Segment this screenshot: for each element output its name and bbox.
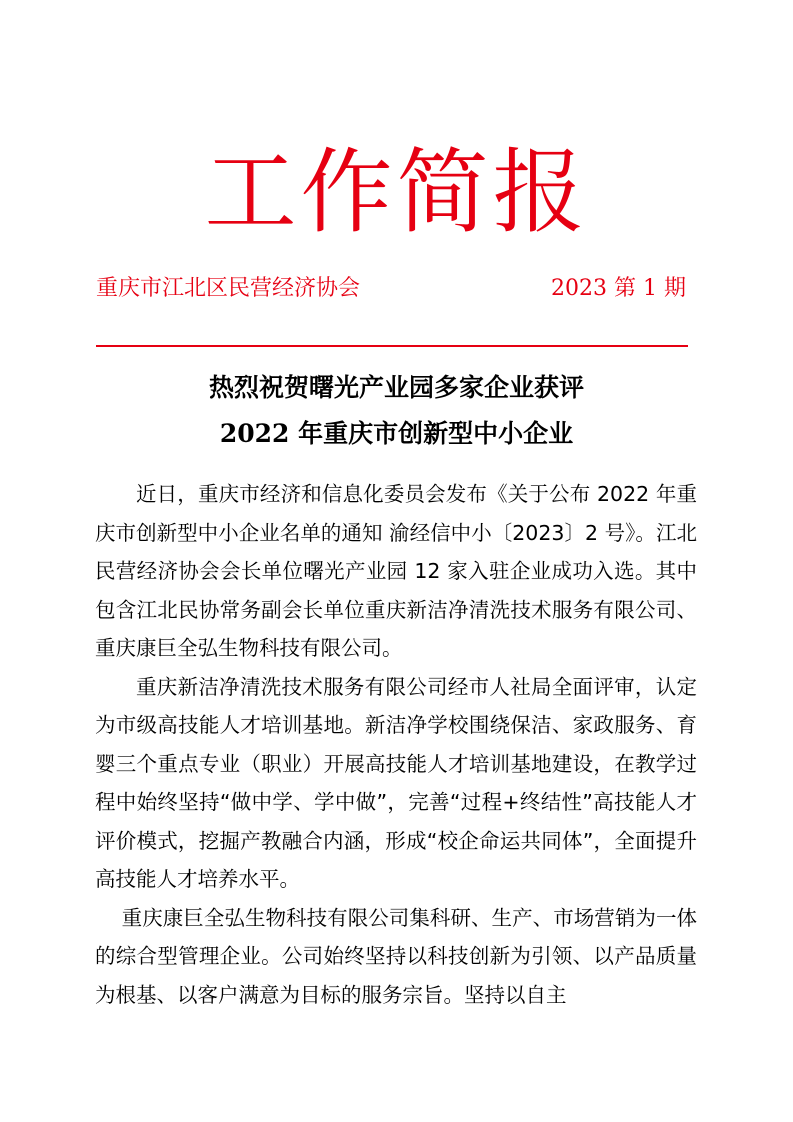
paragraph: 重庆新洁净清洗技术服务有限公司经市人社局全面评审，认定为市级高技能人才培训基地。新洁净学校围绕保洁、家政服务、育婴三个重点专业（职业）开展高技能人才培训基地建设，在教学过程中始终坚持“做中学、学中做”，完善“过程+终结性”高技能人才评价模式，挖掘产教融合内涵，形成“校企命运共同体”，全面提升高技能人才培养水平。 — [95, 674, 697, 891]
red-divider — [96, 345, 688, 347]
article-body — [95, 475, 697, 1014]
meta-row — [96, 272, 686, 306]
article-headline — [0, 365, 793, 457]
masthead-title: 工作简报 — [204, 139, 589, 246]
issue-number: 2023 第 1 期 — [551, 276, 686, 301]
headline-line-1: 热烈祝贺曙光产业园多家企业获评 — [208, 373, 584, 402]
paragraph: 重庆康巨全弘生物科技有限公司集科研、生产、市场营销为一体的综合型管理企业。公司始终坚持以科技创新为引领、以产品质量为根基、以客户满意为目标的服务宗旨。坚持以自主 — [95, 905, 697, 1007]
headline-line-2: 2022 年重庆市创新型中小企业 — [219, 419, 574, 448]
paragraph: 近日，重庆市经济和信息化委员会发布《关于公布 2022 年重庆市创新型中小企业名单的通知 渝经信中小〔2023〕2 号》。江北民营经济协会会长单位曙光产业园 12 家入驻企业成功入选。其中包含江北民协常务副会长单位重庆新洁净清洗技术服务有限公司、重庆康巨全弘生物科技有限公司。 — [95, 482, 697, 660]
organization-name: 重庆市江北区民营经济协会 — [96, 276, 361, 301]
